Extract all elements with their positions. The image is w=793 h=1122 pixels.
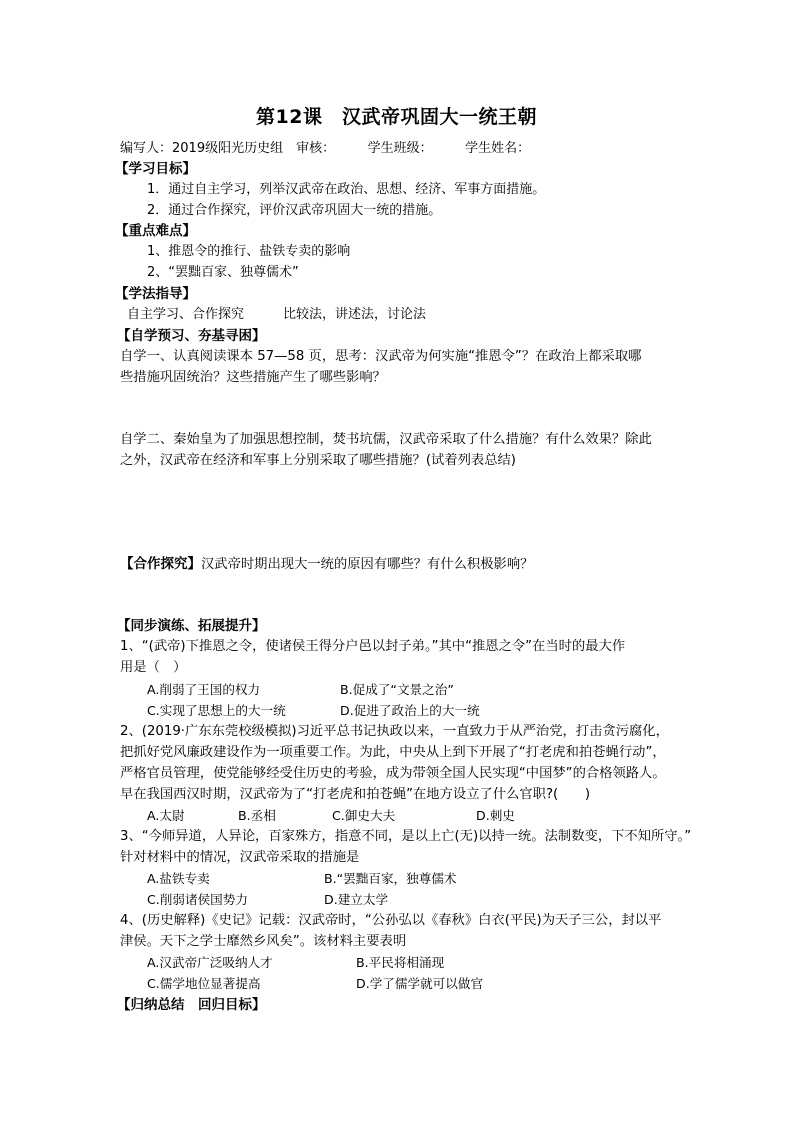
- summary-heading: 【归纳总结 回归目标】: [117, 997, 266, 1013]
- question-2-option-b: B.丞相: [238, 808, 276, 823]
- question-1-stem: 1、“(武帝)下推恩之令，使诸侯王得分户邑以封子弟。”其中“推恩之令”在当时的最大作: [120, 639, 626, 654]
- question-1-option-c: C.实现了思想上的大一统: [147, 703, 286, 718]
- preview-question-1: 自学一、认真阅读课本 57—58 页，思考：汉武帝为何实施“推恩令”？在政治上都采取哪: [120, 349, 642, 364]
- question-3-stem: 3、“今师异道，人异论，百家殊方，指意不同，是以上亡(无)以持一统。法制数变，下不知所守。”: [120, 829, 692, 844]
- method-text: 自主学习、合作探究 比较法，讲述法，讨论法: [127, 307, 427, 322]
- question-4-option-a: A.汉武帝广泛吸纳人才: [147, 955, 273, 970]
- question-3-stem-cont: 针对材料中的情况，汉武帝采取的措施是: [120, 850, 360, 865]
- key-points-heading: 【重点难点】: [115, 223, 196, 239]
- question-4-stem: 4、(历史解释)《史记》记载：汉武帝时，“公孙弘以《春秋》白衣(平民)为天子三公，封以平: [120, 913, 662, 928]
- question-2-stem-cont: 把抓好党风廉政建设作为一项重要工作。为此，中央从上到下开展了“打老虎和拍苍蝇行动”，: [120, 745, 666, 760]
- key-point-item: 1、推恩令的推行、盐铁专卖的影响: [147, 244, 351, 259]
- preview-question-2: 自学二、秦始皇为了加强思想控制，焚书坑儒，汉武帝采取了什么措施？有什么效果？除此: [120, 432, 652, 447]
- question-3-option-d: D.建立太学: [324, 892, 389, 907]
- cooperation-line: [120, 555, 533, 574]
- question-2-stem: 2、(2019·广东东莞校级模拟)习近平总书记执政以来，一直致力于从严治党，打击贪污腐化，: [120, 724, 669, 739]
- question-4-option-b: B.平民将相涌现: [356, 955, 445, 970]
- question-4-option-c: C.儒学地位显著提高: [147, 976, 261, 991]
- meta-line: 编写人：2019级阳光历史组 审核： 学生班级： 学生姓名：: [120, 141, 531, 156]
- question-1-stem-cont: 用是（ ）: [120, 660, 187, 675]
- question-3-option-a: A.盐铁专卖: [147, 871, 210, 886]
- objective-item: 1．通过自主学习，列举汉武帝在政治、思想、经济、军事方面措施。: [147, 182, 546, 197]
- question-3-option-c: C.削弱诸侯国势力: [147, 892, 248, 907]
- method-heading: 【学法指导】: [115, 286, 196, 302]
- preview-question-1-cont: 些措施巩固统治？这些措施产生了哪些影响？: [120, 370, 386, 385]
- cooperation-text: 汉武帝时期出现大一统的原因有哪些？有什么积极影响？: [201, 557, 534, 572]
- question-2-option-a: A.太尉: [147, 808, 185, 823]
- preview-heading: 【自学预习、夯基寻困】: [117, 328, 266, 344]
- question-1-option-b: B.促成了“文景之治”: [340, 682, 454, 697]
- question-2-option-c: C.御史大夫: [332, 808, 396, 823]
- page-title: 第12课 汉武帝巩固大一统王朝: [256, 106, 537, 128]
- objective-item: 2．通过合作探究，评价汉武帝巩固大一统的措施。: [147, 203, 442, 218]
- key-point-item: 2、“罢黜百家、独尊儒术”: [147, 265, 299, 280]
- question-1-option-a: A.削弱了王国的权力: [147, 682, 261, 697]
- preview-question-2-cont: 之外，汉武帝在经济和军事上分别采取了哪些措施？(试着列表总结): [120, 453, 516, 468]
- question-2-option-d: D.刺史: [476, 808, 515, 823]
- question-4-stem-cont: 津侯。天下之学士靡然乡风矣”。该材料主要表明: [120, 934, 407, 949]
- question-2-stem-cont: 早在我国西汉时期，汉武帝为了“打老虎和拍苍蝇”在地方设立了什么官职?( ): [120, 787, 591, 802]
- cooperation-heading: 【合作探究】: [120, 556, 201, 572]
- question-3-option-b: B.“罢黜百家，独尊儒术: [324, 871, 457, 886]
- question-1-option-d: D.促进了政治上的大一统: [340, 703, 480, 718]
- question-4-option-d: D.学了儒学就可以做官: [356, 976, 484, 991]
- objectives-heading: 【学习目标】: [115, 161, 196, 177]
- practice-heading: 【同步演练、拓展提升】: [117, 618, 266, 634]
- question-2-stem-cont: 严格官员管理，使党能够经受住历史的考验，成为带领全国人民实现“中国梦”的合格领路人。: [120, 766, 666, 781]
